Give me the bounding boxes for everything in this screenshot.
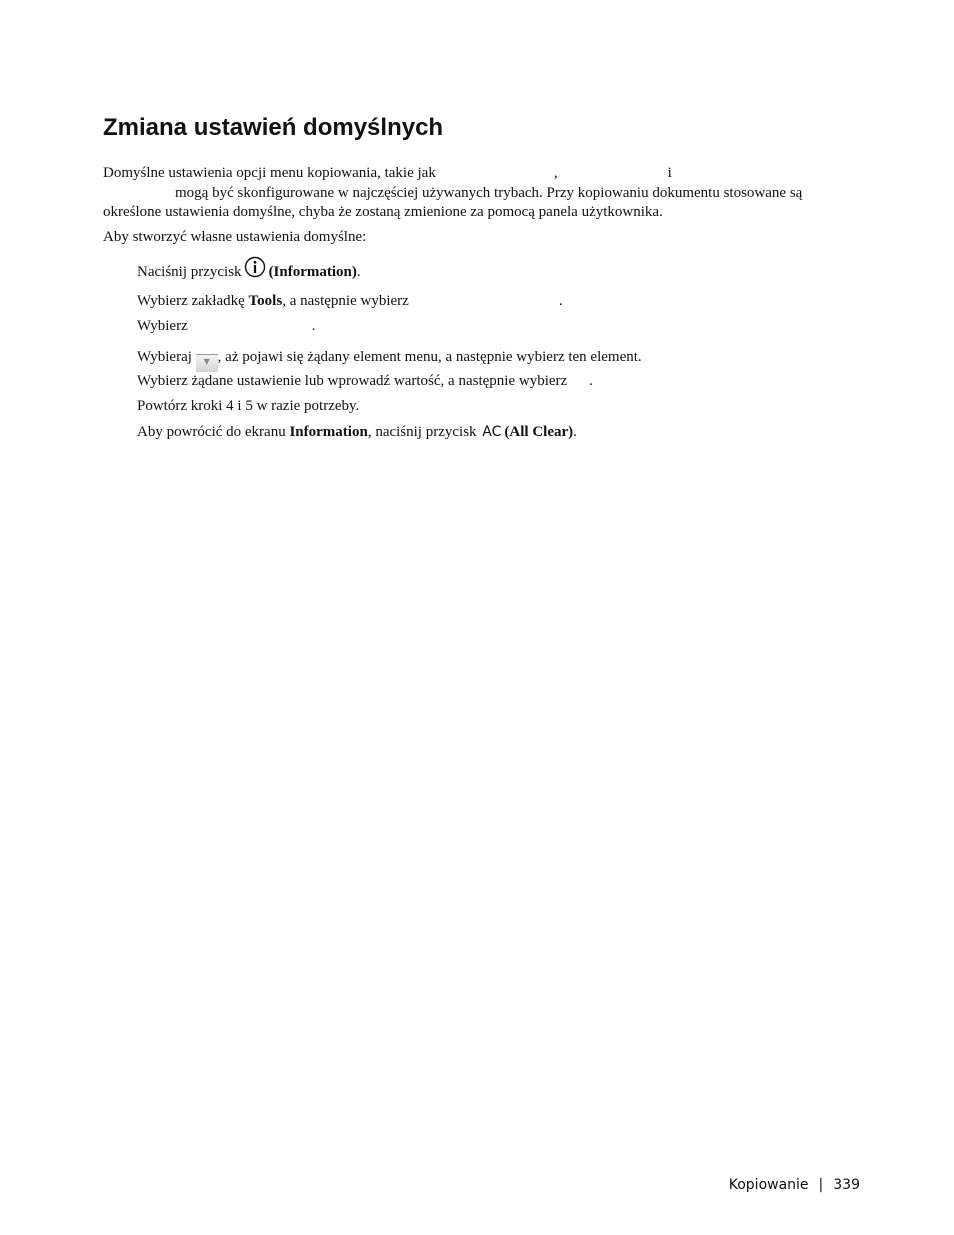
step-3: Wybierz . bbox=[137, 318, 316, 334]
intro-text-2: mogą być skonfigurowane w najczęściej używanych trybach. Przy kopiowaniu dokumentu stosowane są określone ustawienia domyślne, chyba że zostaną zmienione za pomocą panela użytkownika. bbox=[103, 184, 803, 220]
page-number: 339 bbox=[833, 1177, 860, 1193]
page-footer bbox=[729, 1177, 860, 1193]
scroll-down-button-icon: ▼ bbox=[196, 354, 218, 372]
page-title: Zmiana ustawień domyślnych bbox=[103, 114, 444, 141]
intro-paragraph bbox=[103, 164, 863, 223]
intro-text-1: Domyślne ustawienia opcji menu kopiowania, takie jak bbox=[103, 165, 436, 181]
step-5: Wybierz żądane ustawienie lub wprowadź wartość, a następnie wybierz . bbox=[137, 373, 593, 389]
step-1: Naciśnij przycisk (Information). bbox=[137, 256, 361, 283]
info-circle-icon bbox=[244, 256, 266, 283]
intro-conjunction: i bbox=[667, 165, 672, 181]
intro-comma: , bbox=[553, 165, 558, 181]
footer-separator: | bbox=[818, 1177, 824, 1193]
step-2: Wybierz zakładkę Tools, a następnie wybierz . bbox=[137, 293, 563, 309]
step-7: Aby powrócić do ekranu Information, naciśnij przycisk AC (All Clear). bbox=[137, 424, 577, 440]
footer-section: Kopiowanie bbox=[728, 1177, 809, 1193]
step-6: Powtórz kroki 4 i 5 w razie potrzeby. bbox=[137, 398, 360, 414]
steps-lead: Aby stworzyć własne ustawienia domyślne: bbox=[103, 229, 367, 245]
all-clear-glyph: AC bbox=[482, 424, 502, 440]
step-4: Wybieraj ▼ , aż pojawi się żądany element menu, a następnie wybierz ten element. bbox=[137, 349, 642, 372]
